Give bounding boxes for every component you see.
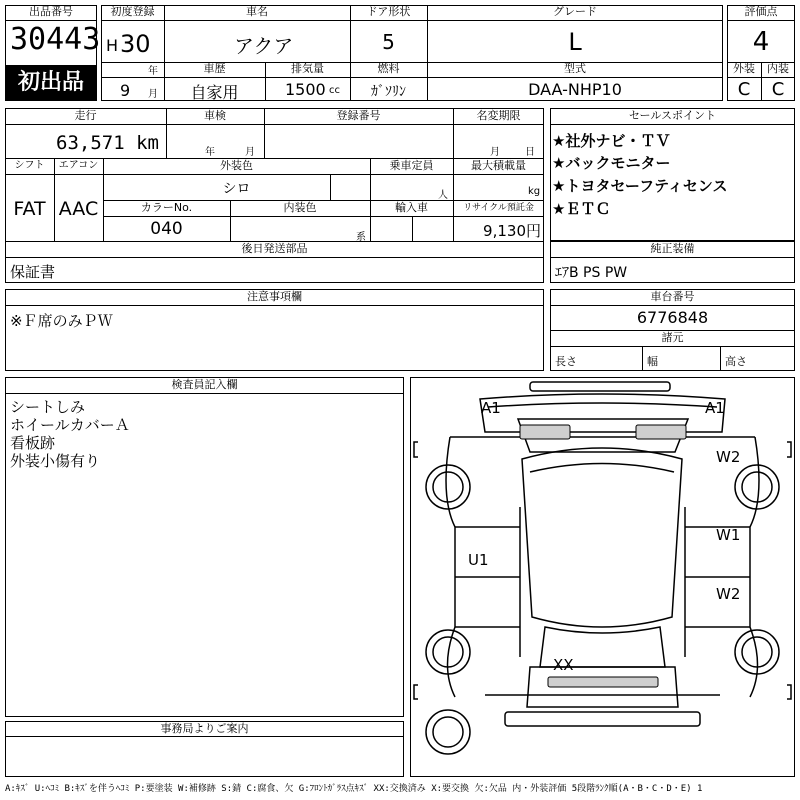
plate-label: 登録番号 xyxy=(336,109,381,122)
shift-label: シフト xyxy=(14,160,45,171)
ac-label: エアコン xyxy=(58,160,99,171)
first-reg-label: 初度登録 xyxy=(110,5,155,18)
later-parts: 保証書 xyxy=(10,263,56,281)
color-no-label: カラーNo. xyxy=(140,201,193,214)
inspection-year-unit: 年 xyxy=(205,147,215,158)
doors: 5 xyxy=(382,30,395,54)
mileage: 63,571 km xyxy=(56,132,159,154)
car-diagram xyxy=(410,377,795,777)
int-color-label: 内装色 xyxy=(283,201,317,214)
inspector-line: 看板跡 xyxy=(10,434,56,452)
shift: FAT xyxy=(13,198,46,220)
load-unit: kg xyxy=(528,186,541,197)
grade-label: グレード xyxy=(553,5,597,18)
damage-mark: XX xyxy=(553,656,574,674)
reg-month: 9 xyxy=(120,81,131,100)
era: H xyxy=(106,36,119,55)
score: 4 xyxy=(752,27,770,57)
ac: AAC xyxy=(58,198,99,220)
inspection-month-unit: 月 xyxy=(245,147,255,158)
inspection-label: 車検 xyxy=(204,109,226,122)
sales-point: ★トヨタセーフティセンス xyxy=(552,177,728,195)
damage-mark: U1 xyxy=(468,551,489,569)
history: 自家用 xyxy=(190,83,239,102)
office-label: 事務局よりご案内 xyxy=(160,722,249,735)
lot-label: 出品番号 xyxy=(29,5,73,18)
car-name: アクア xyxy=(234,34,294,58)
month-unit: 月 xyxy=(148,89,158,100)
grade: L xyxy=(568,28,582,56)
displacement: 1500 xyxy=(285,80,326,99)
legend: A:ｷｽﾞ U:ﾍｺﾐ B:ｷｽﾞを伴うﾍｺﾐ P:要塗装 W:補修跡 S:錆 C:腐食、欠 G:ﾌﾛﾝﾄｶﾞﾗｽ点ｷｽﾞ XX:交換済み X:要交換 欠:欠品 内・外装評価 5段階ﾗﾝｸ順(A・B・C・D・E) 1 xyxy=(5,784,703,794)
model-label: 型式 xyxy=(564,62,586,75)
dims-width-label: 幅 xyxy=(647,355,658,368)
damage-mark: W1 xyxy=(716,526,741,544)
model: DAA-NHP10 xyxy=(528,80,622,99)
recycle-fee: 9,130円 xyxy=(483,222,541,240)
equipment-label: 純正装備 xyxy=(650,242,695,255)
damage-mark: W2 xyxy=(716,448,741,466)
interior-label: 内装 xyxy=(767,62,789,75)
damage-mark: A1 xyxy=(705,399,725,417)
cc-unit: cc xyxy=(329,85,340,96)
mileage-label: 走行 xyxy=(74,109,97,122)
sales-point: ★バックモニター xyxy=(552,154,671,172)
fuel-label: 燃料 xyxy=(377,62,400,75)
first-listing-badge: 初出品 xyxy=(5,65,97,101)
chassis-label: 車台番号 xyxy=(650,290,695,303)
sales-point: ★社外ナビ・ＴＶ xyxy=(552,132,671,150)
fuel: ｶﾞｿﾘﾝ xyxy=(371,84,406,100)
history-label: 車歴 xyxy=(203,62,226,75)
inspector-line: 外装小傷有り xyxy=(10,452,101,470)
load-label: 最大積載量 xyxy=(471,159,526,172)
reg-year: 30 xyxy=(120,30,151,58)
color-label: 外装色 xyxy=(220,159,253,172)
dims-label: 諸元 xyxy=(661,331,684,344)
score-label: 評価点 xyxy=(744,5,778,18)
doors-label: ドア形状 xyxy=(366,5,411,18)
interior-score: C xyxy=(771,79,785,100)
capacity-unit: 人 xyxy=(438,190,448,201)
import-label: 輸入車 xyxy=(395,201,428,214)
sales-point: ★ＥＴＣ xyxy=(552,200,611,218)
name-change-label: 名変期限 xyxy=(476,109,521,122)
displacement-label: 排気量 xyxy=(291,62,324,75)
color-no: 040 xyxy=(150,219,183,239)
damage-mark: A1 xyxy=(481,399,501,417)
lot-number: 30443 xyxy=(10,22,101,57)
inspector-label: 検査員記入欄 xyxy=(171,378,238,391)
capacity-label: 乗車定員 xyxy=(389,159,434,172)
car-name-label: 車名 xyxy=(246,5,268,18)
dims-length-label: 長さ xyxy=(555,355,577,368)
later-parts-label: 後日発送部品 xyxy=(241,242,308,255)
name-change-day-unit: 日 xyxy=(525,147,535,158)
notes-label: 注意事項欄 xyxy=(247,290,302,303)
inspector-line: シートしみ xyxy=(10,398,86,416)
recycle-label: リサイクル預託金 xyxy=(463,203,534,213)
chassis-number: 6776848 xyxy=(636,308,709,327)
year-unit: 年 xyxy=(148,66,158,77)
sales-points-label: セールスポイント xyxy=(628,109,716,122)
inspector-line: ホイールカバーＡ xyxy=(10,416,130,434)
name-change-month-unit: 月 xyxy=(490,147,500,158)
exterior-score: C xyxy=(737,79,751,100)
damage-mark: W2 xyxy=(716,585,741,603)
dims-height-label: 高さ xyxy=(725,355,747,368)
color: シロ xyxy=(222,181,251,197)
notes: ※Ｆ席のみＰＷ xyxy=(10,312,113,330)
equipment: ｴｱB PS PW xyxy=(555,265,628,281)
exterior-label: 外装 xyxy=(733,62,755,75)
int-color-unit: 系 xyxy=(356,232,366,243)
